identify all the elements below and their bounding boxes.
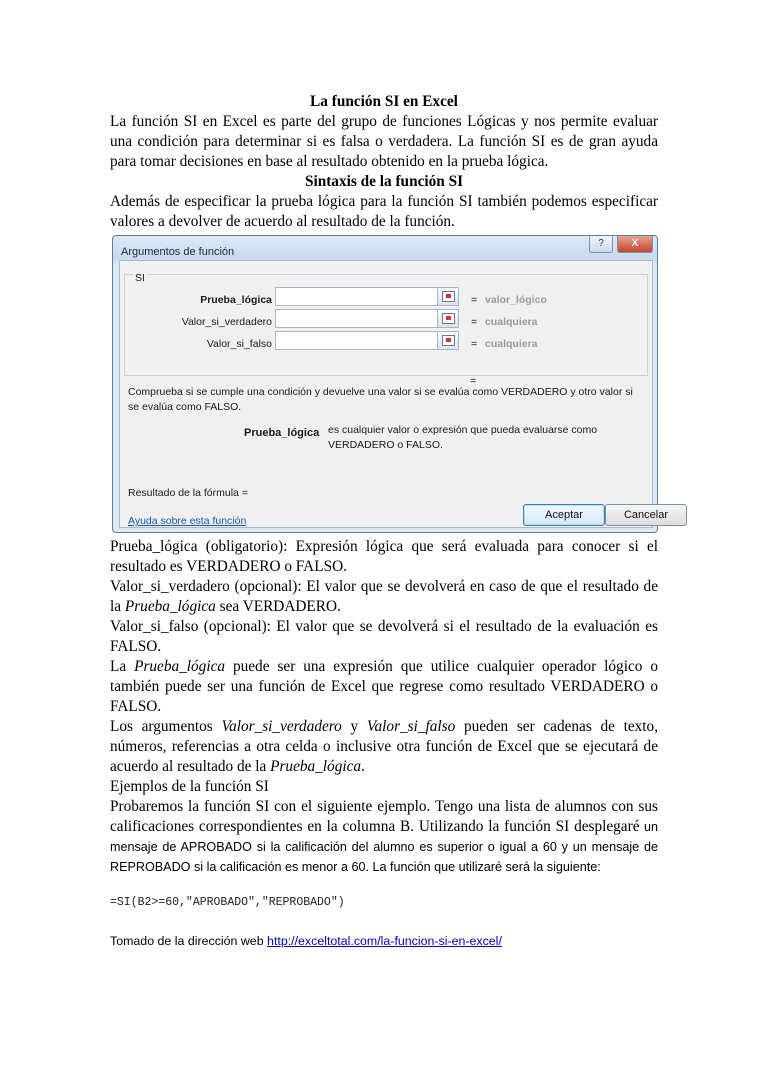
source-line	[110, 931, 658, 951]
range-picker-icon	[442, 291, 455, 302]
text-span: puede ser una expresión que utilice cualquier operador lógico o también puede ser una función de Excel que regrese como resultado VERDADERO o FALSO.	[110, 658, 658, 715]
document-title: La función SI en Excel	[310, 93, 458, 110]
text-span: sea VERDADERO.	[215, 598, 341, 615]
arg-value: valor_lógico	[485, 294, 547, 306]
si-group	[124, 274, 648, 376]
result-equals: =	[470, 375, 477, 387]
formula-code: =SI(B2>=60,"APROBADO","REPROBADO")	[110, 896, 345, 909]
italic-term: Valor_si_falso	[366, 718, 456, 735]
help-button[interactable]: ?	[589, 236, 613, 253]
range-picker-button[interactable]	[437, 309, 459, 328]
range-picker-icon	[442, 313, 455, 324]
arg-row-prueba-logica	[125, 286, 647, 306]
arg-row-valor-si-verdadero	[125, 308, 647, 328]
examples-heading: Ejemplos de la función SI	[110, 778, 269, 795]
formula-result: Resultado de la fórmula =	[128, 487, 248, 499]
text-span: .	[361, 758, 365, 775]
syntax-heading: Sintaxis de la función SI	[304, 173, 464, 190]
dialog-window-buttons	[589, 236, 653, 253]
group-label: SI	[133, 268, 147, 288]
range-picker-button[interactable]	[437, 331, 459, 350]
arg-label: Valor_si_verdadero	[181, 316, 272, 328]
close-button[interactable]: X	[617, 236, 653, 253]
range-picker-icon	[442, 335, 455, 346]
text-span: Valor_si_verdadero (opcional): El valor que se devolverá en caso de que el resultado de la	[110, 578, 658, 615]
accept-button[interactable]: Aceptar	[523, 504, 605, 526]
prueba-logica-input[interactable]	[275, 287, 441, 306]
help-link[interactable]: Ayuda sobre esta función	[128, 515, 247, 527]
function-arguments-dialog	[112, 235, 669, 533]
valor-verdadero-paragraph	[110, 577, 658, 617]
detail-arg-name: Prueba_lógica	[244, 427, 320, 439]
prueba-logica-expl-paragraph	[110, 657, 658, 717]
arg-equals: =	[471, 294, 478, 306]
arguments-paragraph	[110, 717, 658, 777]
italic-term: Prueba_lógica	[134, 658, 226, 675]
intro-paragraph: La función SI en Excel es parte del grupo de funciones Lógicas y nos permite evaluar una condición para determinar si es falsa o verdadera. La función SI es de gran ayuda para tomar decisiones en base al resultado obtenido en la prueba lógica.	[110, 113, 658, 170]
example-paragraph	[110, 797, 658, 877]
text-span: pueden ser cadenas de texto, números, referencias a otra celda o inclusive otra función de Excel que se ejecutará de acuerdo al resultado de la	[110, 718, 659, 775]
dialog-body	[119, 260, 669, 528]
arg-label: Valor_si_falso	[206, 338, 272, 350]
cancel-button[interactable]: Cancelar	[605, 504, 687, 526]
arg-row-valor-si-falso	[125, 330, 647, 350]
syntax-paragraph: Además de especificar la prueba lógica para la función SI también podemos especificar valores a devolver de acuerdo al resultado de la función.	[110, 193, 658, 230]
arg-label: Prueba_lógica	[200, 294, 272, 306]
italic-term: Prueba_lógica	[270, 758, 362, 775]
arg-value: cualquiera	[485, 338, 538, 350]
document-page	[110, 92, 669, 951]
detail-arg-text: es cualquier valor o expresión que pueda evaluarse como VERDADERO o FALSO.	[328, 424, 598, 451]
text-span: y	[341, 718, 367, 735]
text-span: un mensaje de APROBADO si la calificación del alumno es superior o igual a 60 y un mensaje de REPROBADO si la calificación es menor a 60. La función que utilizaré será la siguiente:	[110, 820, 658, 874]
valor-si-verdadero-input[interactable]	[275, 309, 441, 328]
source-link[interactable]: http://exceltotal.com/la-funcion-si-en-excel/	[267, 934, 502, 948]
dialog-title: Argumentos de función	[121, 246, 235, 258]
source-text: Tomado de la dirección web	[110, 934, 268, 948]
text-span: Probaremos la función SI con el siguiente ejemplo. Tengo una lista de alumnos con sus calificaciones correspondientes en la columna B. Utilizando la función SI desplegaré	[110, 798, 658, 835]
valor-si-falso-input[interactable]	[275, 331, 441, 350]
valor-falso-paragraph: Valor_si_falso (opcional): El valor que se devolverá si el resultado de la evaluación es FALSO.	[110, 618, 658, 655]
italic-term: Prueba_lógica	[124, 598, 216, 615]
arg-equals: =	[471, 316, 478, 328]
prueba-logica-paragraph: Prueba_lógica (obligatorio): Expresión lógica que será evaluada para conocer si el resultado es VERDADERO o FALSO.	[110, 538, 658, 575]
text-span: La	[110, 658, 135, 675]
arg-value: cualquiera	[485, 316, 538, 328]
range-picker-button[interactable]	[437, 287, 459, 306]
arg-equals: =	[471, 338, 478, 350]
function-description: Comprueba si se cumple una condición y devuelve una valor si se evalúa como VERDADERO y otro valor si se evalúa como FALSO.	[128, 386, 633, 413]
italic-term: Valor_si_verdadero	[221, 718, 342, 735]
text-span: Los argumentos	[110, 718, 222, 735]
